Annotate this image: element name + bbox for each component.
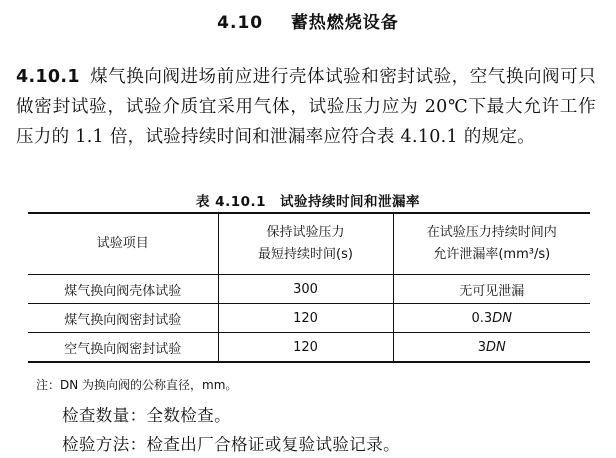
inspection-quantity: 检查数量：全数检查。 bbox=[62, 406, 231, 425]
column-header-leakage-text: 在试验压力持续时间内 允许泄漏率(mm³/s) bbox=[426, 225, 557, 262]
cell-leakage-value: 0.3 bbox=[471, 310, 493, 326]
table-note: 注：DN 为换向阀的公称直径，mm。 bbox=[36, 378, 238, 392]
cell-leakage: 无可见泄漏 bbox=[393, 275, 590, 304]
cell-duration: 300 bbox=[218, 275, 393, 304]
cell-item: 煤气换向阀密封试验 bbox=[28, 304, 218, 333]
table-row bbox=[28, 304, 590, 333]
clause-number: 4.10.1 bbox=[16, 67, 80, 87]
table-row bbox=[28, 275, 590, 304]
table-row bbox=[28, 333, 590, 363]
leakage-table bbox=[28, 212, 590, 363]
section-title: 蓄热燃烧设备 bbox=[290, 13, 399, 33]
clause-paragraph bbox=[16, 62, 596, 152]
inspection-method: 检验方法：检查出厂合格证或复验试验记录。 bbox=[62, 435, 400, 454]
column-header-leakage bbox=[393, 213, 590, 275]
cell-leakage bbox=[393, 304, 590, 333]
column-header-item: 试验项目 bbox=[28, 213, 218, 275]
table-header-row bbox=[28, 213, 590, 275]
table-caption: 表 4.10.1 试验持续时间和泄漏率 bbox=[195, 194, 421, 210]
cell-item: 空气换向阀密封试验 bbox=[28, 333, 218, 363]
section-heading bbox=[0, 8, 616, 33]
cell-leakage-value: 3 bbox=[477, 339, 487, 355]
cell-leakage-unit: DN bbox=[492, 310, 512, 326]
cell-leakage-unit: DN bbox=[486, 339, 506, 355]
section-number: 4.10 bbox=[217, 13, 264, 33]
clause-text: 煤气换向阀进场前应进行壳体试验和密封试验，空气换向阀可只做密封试验，试验介质宜采用气体，试验压力应为 20℃下最大允许工作压力的 1.1 倍，试验持续时间和泄漏率应符合表 4.10.1 的规定。 bbox=[16, 67, 596, 147]
cell-leakage bbox=[393, 333, 590, 363]
cell-duration: 120 bbox=[218, 304, 393, 333]
column-header-duration-text: 保持试验压力 最短持续时间(s) bbox=[258, 225, 353, 262]
cell-duration: 120 bbox=[218, 333, 393, 363]
column-header-duration bbox=[218, 213, 393, 275]
cell-item: 煤气换向阀壳体试验 bbox=[28, 275, 218, 304]
